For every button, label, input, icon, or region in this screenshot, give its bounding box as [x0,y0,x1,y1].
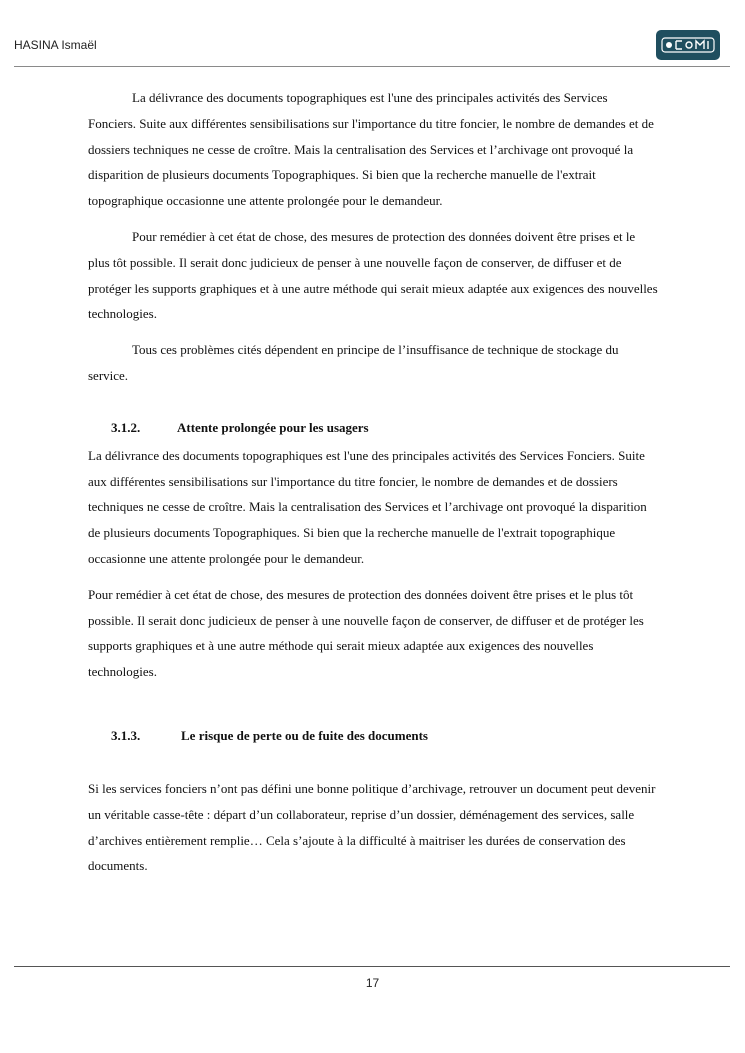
body-paragraph: Tous ces problèmes cités dépendent en principe de l’insuffisance de technique de stockage du service. [88,342,619,383]
body-paragraph: La délivrance des documents topographiques est l'une des principales activités des Services Fonciers. Suite aux différentes sensibilisations sur l'importance du titre foncier, le nombre de demandes et de dossiers techniques ne cesse de croître. Mais la centralisation des Services et l’archivage ont provoqué la disparition de plusieurs documents Topographiques. Si bien que la recherche manuelle de l'extrait topographique occasionne une attente prolongée pour le demandeur. [88,90,654,209]
section-number: 3.1.2. [111,419,141,435]
institution-logo-icon [656,30,720,60]
footer-divider [14,966,730,967]
body-paragraph: Pour remédier à cet état de chose, des mesures de protection des données doivent être prises et le plus tôt possible. Il serait donc judicieux de penser à une nouvelle façon de conserver, de diffuser et de protéger les supports graphiques et à une autre méthode qui serait mieux adaptée aux exigences des nouvelles technologies. [88,586,644,680]
body-paragraph: Si les services fonciers n’ont pas défini une bonne politique d’archivage, retrouver un document peut devenir un véritable casse-tête : départ d’un collaborateur, reprise d’un dossier, déménagement des services, salle d’archives entièrement remplie… Cela s’ajoute à la difficulté à maitriser les durées de conservation des documents. [88,780,656,874]
header-divider [14,66,730,67]
page-number: 17 [365,976,380,990]
section-title: Attente prolongée pour les usagers [177,419,369,435]
body-paragraph: La délivrance des documents topographiques est l'une des principales activités des Services Fonciers. Suite aux différentes sensibilisations sur l'importance du titre foncier, le nombre de demandes et de dossiers techniques ne cesse de croître. Mais la centralisation des Services et l’archivage ont provoqué la disparition de plusieurs documents Topographiques. Si bien que la recherche manuelle de l'extrait topographique occasionne une attente prolongée pour le demandeur. [88,447,647,566]
body-paragraph: Pour remédier à cet état de chose, des mesures de protection des données doivent être prises et le plus tôt possible. Il serait donc judicieux de penser à une nouvelle façon de conserver, de diffuser et de protéger les supports graphiques et à une autre méthode qui serait mieux adaptée aux exigences des nouvelles technologies. [88,228,658,322]
section-heading [88,417,658,439]
section-title: Le risque de perte ou de fuite des documents [181,727,428,743]
header-author: HASINA Ismaël [14,38,97,52]
section-number: 3.1.3. [111,727,141,743]
section-heading [88,725,658,747]
page-body [88,85,658,879]
